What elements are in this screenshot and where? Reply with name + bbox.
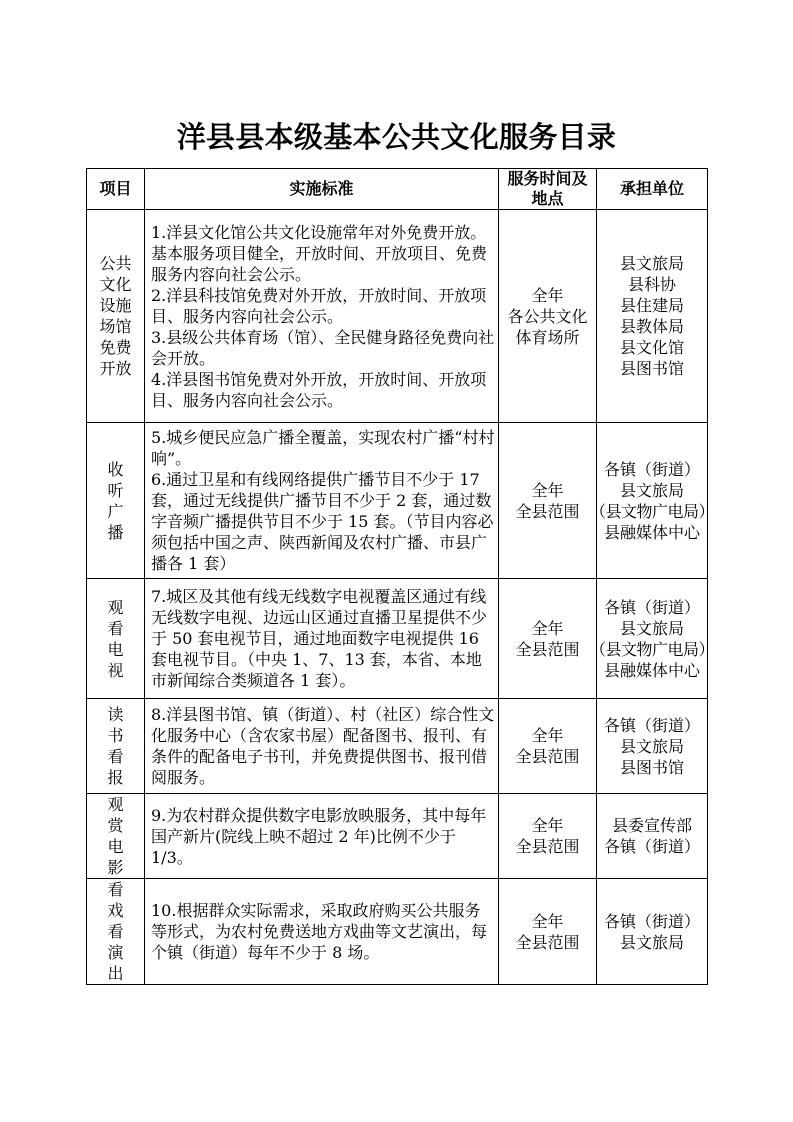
unit-line: 县图书馆	[619, 757, 684, 777]
table-row	[87, 699, 708, 794]
standard-paragraph: 2.洋县科技馆免费对外开放，开放时间、开放项目、服务内容向社会公示。	[151, 285, 487, 326]
units-cell	[597, 579, 708, 699]
item-label: 观看电视	[107, 597, 124, 680]
time-place-line: 全县范围	[515, 639, 580, 659]
time-place-cell	[499, 210, 597, 423]
item-cell	[87, 699, 145, 794]
standards-cell	[145, 579, 499, 699]
unit-line: （县文物广电局）	[597, 501, 706, 521]
header-item: 项目	[87, 169, 145, 210]
units-list	[597, 815, 707, 857]
unit-line: 县住建局	[619, 296, 684, 315]
item-cell	[87, 579, 145, 699]
unit-line: 县委宣传部	[611, 816, 692, 835]
time-place-line: 全年	[531, 726, 564, 745]
item-label: 读书看报	[107, 705, 124, 787]
units-list	[597, 715, 707, 778]
time-place-cell	[499, 423, 597, 579]
standards-cell	[145, 423, 499, 579]
unit-line: 各镇（街道）	[603, 715, 700, 735]
time-place-line: 全县范围	[515, 837, 580, 856]
item-label: 看戏看演出	[107, 880, 124, 983]
standards-cell	[145, 699, 499, 794]
header-row	[87, 169, 708, 210]
standards-cell	[145, 794, 499, 879]
time-place-cell	[499, 699, 597, 794]
table-row	[87, 794, 708, 879]
table-row	[87, 210, 708, 423]
item-cell	[87, 210, 145, 423]
standard-paragraph: 6.通过卫星和有线网络提供广播节目不少于 17 套，通过无线提供广播节目不少于 2 套，通过数字音频广播提供节目不少于 15 套。（节目内容必须包括中国之声、陕西新闻及农村广播、市县广播各 1 套）	[151, 470, 494, 573]
units-cell	[597, 699, 708, 794]
time-place-cell	[499, 794, 597, 879]
time-place-line: 全年	[531, 816, 564, 835]
units-list	[597, 253, 707, 379]
time-place-line: 全年	[531, 618, 564, 638]
unit-line: 县文化馆	[619, 338, 684, 357]
unit-line: 县文旅局	[619, 480, 684, 500]
time-place-line: 全县范围	[515, 501, 580, 521]
table-row	[87, 579, 708, 699]
item-label: 公共文化设施场馆免费开放	[99, 254, 132, 378]
services-table	[86, 168, 708, 985]
units-cell	[597, 210, 708, 423]
item-cell	[87, 879, 145, 985]
header-time-place: 服务时间及地点	[499, 169, 597, 210]
units-list	[597, 597, 707, 681]
time-place-cell	[499, 579, 597, 699]
unit-line: 县文旅局	[619, 736, 684, 756]
item-cell	[87, 794, 145, 879]
standard-paragraph: 8.洋县图书馆、镇（街道）、村（社区）综合性文化服务中心（含农家书屋）配备图书、报刊、有条件的配备电子书刊，并免费提供图书、报刊借阅服务。	[151, 705, 495, 787]
unit-line: 县融媒体中心	[603, 660, 700, 680]
time-place-line: 全年	[531, 285, 564, 305]
standard-paragraph: 1.洋县文化馆公共文化设施常年对外免费开放。基本服务项目健全，开放时间、开放项目、免费服务内容向社会公示。	[151, 222, 488, 284]
time-place-line: 全年	[531, 480, 564, 500]
item-label: 收听广播	[107, 459, 124, 542]
table-row	[87, 879, 708, 985]
table-row	[87, 423, 708, 579]
item-cell	[87, 423, 145, 579]
standard-paragraph: 9.为农村群众提供数字电影放映服务，其中每年国产新片(院线上映不超过 2 年)比例不少于 1/3。	[151, 805, 487, 867]
table-header	[87, 169, 708, 210]
unit-line: 县文旅局	[619, 254, 684, 273]
time-place-line: 全年	[531, 911, 564, 931]
time-place-line: 全县范围	[515, 932, 580, 952]
unit-line: 各镇（街道）	[603, 837, 700, 856]
time-place-line: 各公共文化体育场所	[507, 306, 588, 347]
unit-line: 县文旅局	[619, 618, 684, 638]
unit-line: 各镇（街道）	[603, 911, 700, 931]
standard-paragraph: 7.城区及其他有线无线数字电视覆盖区通过有线无线数字电视、边远山区通过直播卫星提供不少于 50 套电视节目，通过地面数字电视提供 16 套电视节目。（中央 1、7、13 套，本省、本地市新闻综合类频道各 1 套）。	[151, 587, 488, 690]
document-title: 洋县县本级基本公共文化服务目录	[176, 120, 617, 154]
time-place-cell	[499, 879, 597, 985]
time-place-line: 全县范围	[515, 747, 580, 766]
header-units: 承担单位	[597, 169, 708, 210]
standard-paragraph: 3.县级公共体育场（馆）、全民健身路径免费向社会开放。	[151, 327, 495, 368]
standards-cell	[145, 210, 499, 423]
unit-line: 县教体局	[619, 317, 684, 336]
units-list	[597, 459, 707, 543]
units-list	[597, 911, 707, 953]
header-standard: 实施标准	[145, 169, 499, 210]
table-body	[87, 210, 708, 985]
unit-line: 县文旅局	[619, 932, 684, 952]
unit-line: 县科协	[627, 275, 676, 294]
standards-cell	[145, 879, 499, 985]
unit-line: （县文物广电局）	[597, 639, 706, 659]
unit-line: 县融媒体中心	[603, 522, 700, 542]
unit-line: 各镇（街道）	[603, 459, 700, 479]
unit-line: 县图书馆	[619, 359, 684, 378]
units-cell	[597, 423, 708, 579]
units-cell	[597, 879, 708, 985]
item-label: 观赏电影	[107, 795, 124, 877]
standard-paragraph: 10.根据群众实际需求，采取政府购买公共服务等形式，为农村免费送地方戏曲等文艺演出，每个镇（街道）每年不少于 8 场。	[151, 901, 488, 962]
unit-line: 各镇（街道）	[603, 597, 700, 617]
standard-paragraph: 5.城乡便民应急广播全覆盖，实现农村广播“村村响”。	[151, 428, 495, 468]
standard-paragraph: 4.洋县图书馆免费对外开放，开放时间、开放项目、服务内容向社会公示。	[151, 369, 487, 410]
units-cell	[597, 794, 708, 879]
